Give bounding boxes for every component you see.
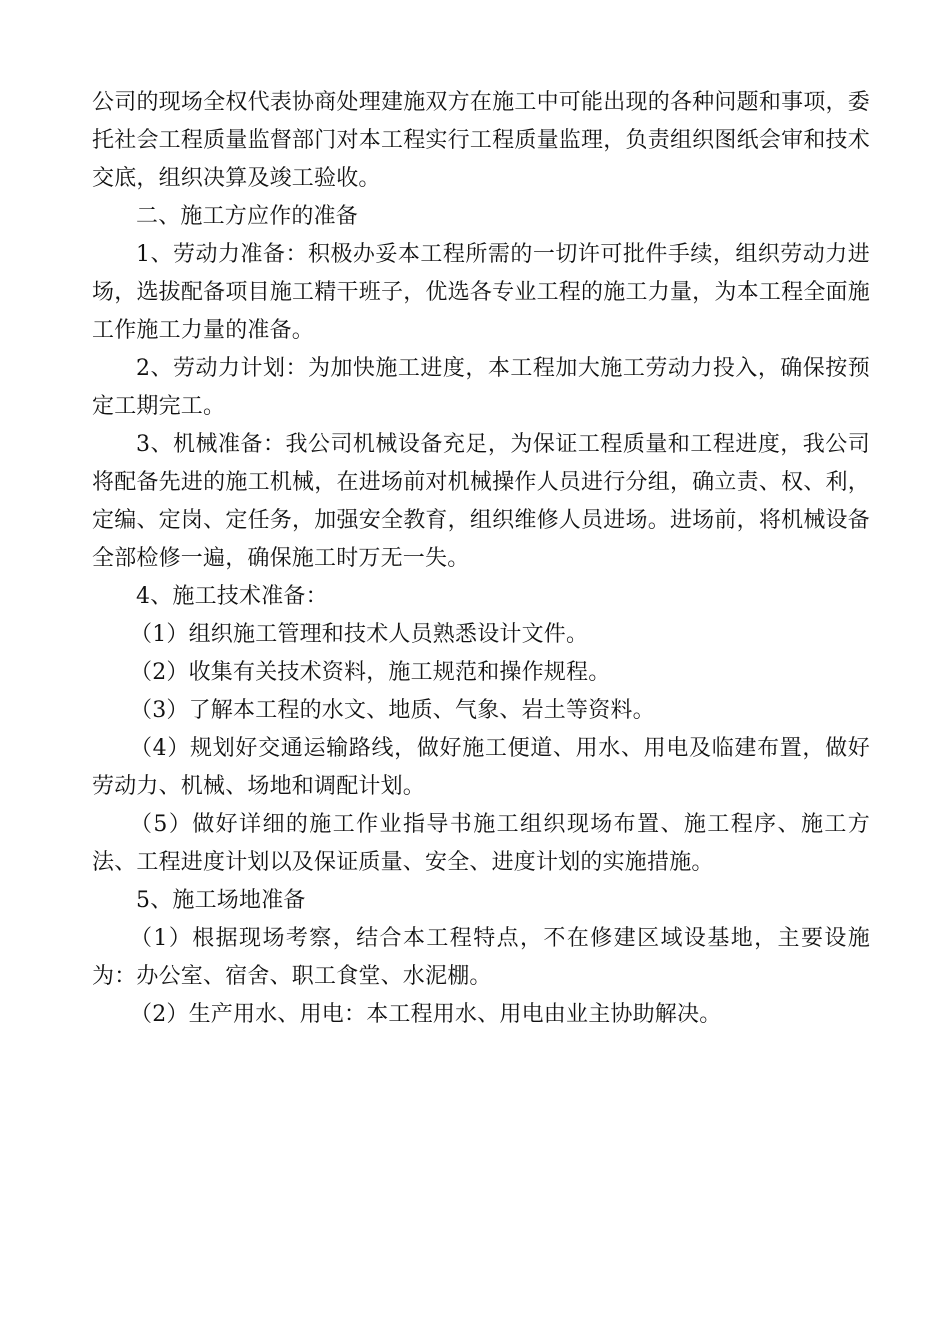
paragraph-labor-plan: 2、劳动力计划：为加快施工进度，本工程加大施工劳动力投入，确保按预定工期完工。 xyxy=(92,356,870,419)
list-item-technical-1: （1）组织施工管理和技术人员熟悉设计文件。 xyxy=(130,622,589,647)
list-item-technical-2: （2）收集有关技术资料，施工规范和操作规程。 xyxy=(130,660,611,685)
paragraph-machinery-preparation: 3、机械准备：我公司机械设备充足，为保证工程质量和工程进度，我公司将配备先进的施工机械，在进场前对机械操作人员进行分组，确立责、权、利，定编、定岗、定任务，加强安全教育，组织维修人员进场。进场前，将机械设备全部检修一遍，确保施工时万无一失。 xyxy=(92,432,870,571)
list-item-site-1: （1）根据现场考察，结合本工程特点，不在修建区域设基地，主要设施为：办公室、宿舍、职工食堂、水泥棚。 xyxy=(92,926,870,989)
list-item-technical-5: （5）做好详细的施工作业指导书施工组织现场布置、施工程序、施工方法、工程进度计划以及保证质量、安全、进度计划的实施措施。 xyxy=(92,812,870,875)
document-page xyxy=(92,84,870,1034)
list-item-technical-3: （3）了解本工程的水文、地质、气象、岩土等资料。 xyxy=(130,698,655,723)
subheading-technical-preparation: 4、施工技术准备： xyxy=(136,584,328,609)
paragraph-labor-preparation: 1、劳动力准备：积极办妥本工程所需的一切许可批件手续，组织劳动力进场，选拔配备项目施工精干班子，优选各专业工程的施工力量，为本工程全面施工作施工力量的准备。 xyxy=(92,242,870,343)
section-heading-preparation: 二、施工方应作的准备 xyxy=(136,204,359,229)
list-item-technical-4: （4）规划好交通运输路线，做好施工便道、用水、用电及临建布置，做好劳动力、机械、场地和调配计划。 xyxy=(92,736,870,799)
paragraph-continuation: 公司的现场全权代表协商处理建施双方在施工中可能出现的各种问题和事项，委托社会工程质量监督部门对本工程实行工程质量监理，负责组织图纸会审和技术交底，组织决算及竣工验收。 xyxy=(92,90,870,191)
list-item-site-2: （2）生产用水、用电：本工程用水、用电由业主协助解决。 xyxy=(130,1002,722,1027)
subheading-site-preparation: 5、施工场地准备 xyxy=(136,888,306,913)
